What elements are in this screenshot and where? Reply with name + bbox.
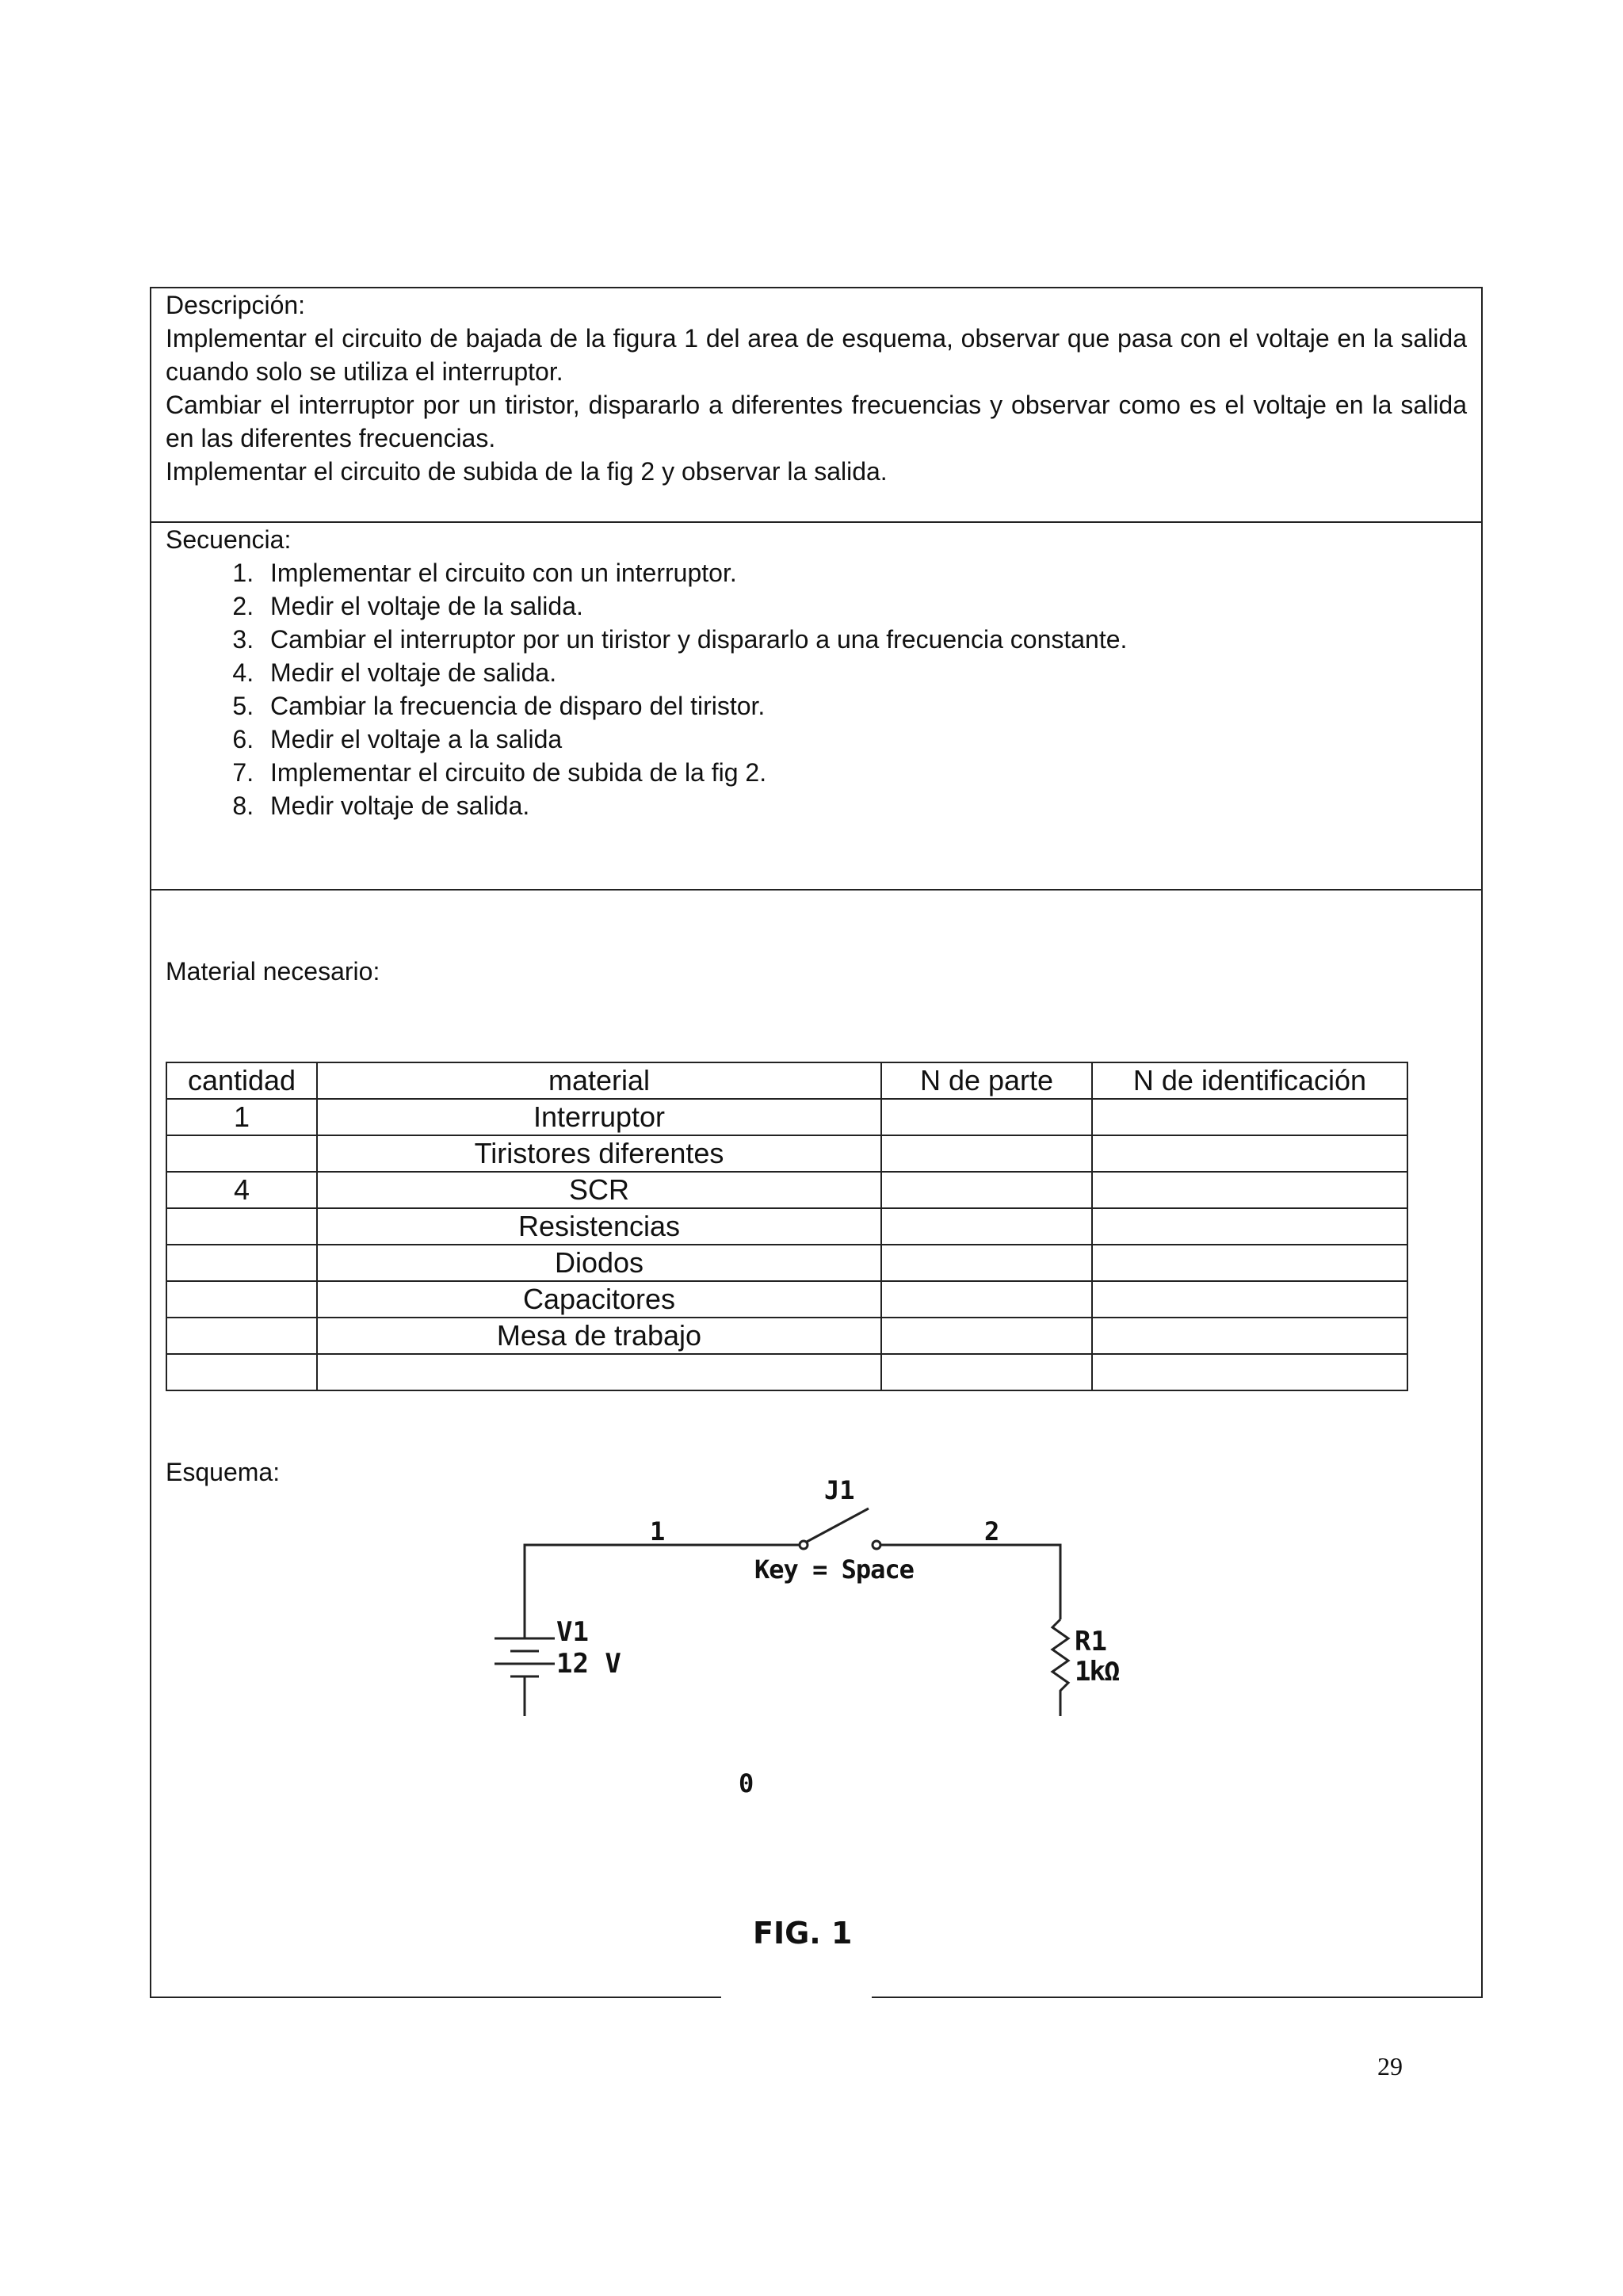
description-section [151, 288, 1481, 523]
table-row [166, 1245, 1407, 1281]
table-cell: Capacitores [317, 1281, 881, 1318]
node-2-label: 2 [984, 1516, 1000, 1547]
sequence-step: 6. Medir el voltaje a la salida [261, 723, 1467, 756]
table-cell [881, 1172, 1092, 1208]
table-row [166, 1354, 1407, 1390]
table-cell: 1 [166, 1099, 317, 1135]
table-row [166, 1281, 1407, 1318]
table-cell [881, 1281, 1092, 1318]
sequence-step: 8. Medir voltaje de salida. [261, 789, 1467, 822]
figure-caption: FIG. 1 [753, 1916, 853, 1951]
table-cell [1092, 1208, 1407, 1245]
table-cell [317, 1354, 881, 1390]
table-cell [1092, 1245, 1407, 1281]
table-cell [166, 1318, 317, 1354]
table-cell [166, 1354, 317, 1390]
wire-node-0 [525, 1691, 1060, 1716]
column-header: N de parte [881, 1062, 1092, 1099]
table-cell [881, 1208, 1092, 1245]
switch-key-label: Key = Space [754, 1554, 914, 1585]
sequence-step: 5. Cambiar la frecuencia de disparo del tiristor. [261, 689, 1467, 723]
table-row [166, 1172, 1407, 1208]
resistor-value-label: 1kΩ [1075, 1656, 1119, 1688]
column-header: N de identificación [1092, 1062, 1407, 1099]
table-cell [166, 1135, 317, 1172]
table-cell [1092, 1318, 1407, 1354]
table-cell [166, 1245, 317, 1281]
document-frame [150, 287, 1483, 1998]
sequence-step: 2. Medir el voltaje de la salida. [261, 589, 1467, 623]
switch-label: J1 [824, 1475, 855, 1505]
sequence-step: 7. Implementar el circuito de subida de la fig 2. [261, 756, 1467, 789]
description-heading: Descripción: [166, 291, 306, 319]
node-0-label: 0 [739, 1768, 754, 1798]
switch-blade [807, 1508, 869, 1542]
resistor-symbol [1052, 1619, 1068, 1700]
table-cell [1092, 1354, 1407, 1390]
materials-section [151, 891, 1481, 1997]
resistor-name-label: R1 [1075, 1626, 1107, 1657]
description-paragraph: Cambiar el interruptor por un tiristor, dispararlo a diferentes frecuencias y observar como es el voltaje en la salida en las diferentes frecuencias. [166, 391, 1467, 452]
switch-contact-left [800, 1541, 808, 1549]
description-paragraph: Implementar el circuito de bajada de la figura 1 del area de esquema, observar que pasa con el voltaje en la salida cuando solo se utiliza el interruptor. [166, 324, 1467, 386]
sequence-list [166, 556, 1467, 822]
materials-heading: Material necesario: [166, 957, 380, 986]
table-cell [881, 1318, 1092, 1354]
table-cell: Interruptor [317, 1099, 881, 1135]
table-cell [166, 1208, 317, 1245]
table-cell: 4 [166, 1172, 317, 1208]
node-1-label: 1 [650, 1516, 666, 1547]
schematic-heading: Esquema: [166, 1458, 281, 1486]
description-paragraph: Implementar el circuito de subida de la fig 2 y observar la salida. [166, 457, 888, 486]
table-cell: Tiristores diferentes [317, 1135, 881, 1172]
table-cell: Diodos [317, 1245, 881, 1281]
table-row [166, 1099, 1407, 1135]
table-cell [881, 1245, 1092, 1281]
table-cell: Mesa de trabajo [317, 1318, 881, 1354]
source-value-label: 12 V [556, 1648, 621, 1680]
table-cell [166, 1281, 317, 1318]
materials-table [166, 1062, 1408, 1391]
switch-contact-right [873, 1541, 880, 1549]
table-cell [1092, 1172, 1407, 1208]
sequence-section [151, 523, 1481, 891]
frame-border-gap [721, 1993, 872, 2004]
source-name-label: V1 [556, 1616, 589, 1648]
table-cell [881, 1354, 1092, 1390]
table-row [166, 1208, 1407, 1245]
page-number: 29 [1377, 2052, 1403, 2081]
table-cell [881, 1135, 1092, 1172]
column-header: material [317, 1062, 881, 1099]
table-cell [1092, 1281, 1407, 1318]
column-header: cantidad [166, 1062, 317, 1099]
sequence-step: 3. Cambiar el interruptor por un tiristor y dispararlo a una frecuencia constante. [261, 623, 1467, 656]
table-row [166, 1318, 1407, 1354]
table-cell [1092, 1099, 1407, 1135]
table-cell: SCR [317, 1172, 881, 1208]
table-header-row [166, 1062, 1407, 1099]
table-cell [881, 1099, 1092, 1135]
sequence-step: 1. Implementar el circuito con un interruptor. [261, 556, 1467, 589]
sequence-heading: Secuencia: [166, 525, 292, 554]
table-row [166, 1135, 1407, 1172]
sequence-step: 4. Medir el voltaje de salida. [261, 656, 1467, 689]
table-cell: Resistencias [317, 1208, 881, 1245]
table-cell [1092, 1135, 1407, 1172]
